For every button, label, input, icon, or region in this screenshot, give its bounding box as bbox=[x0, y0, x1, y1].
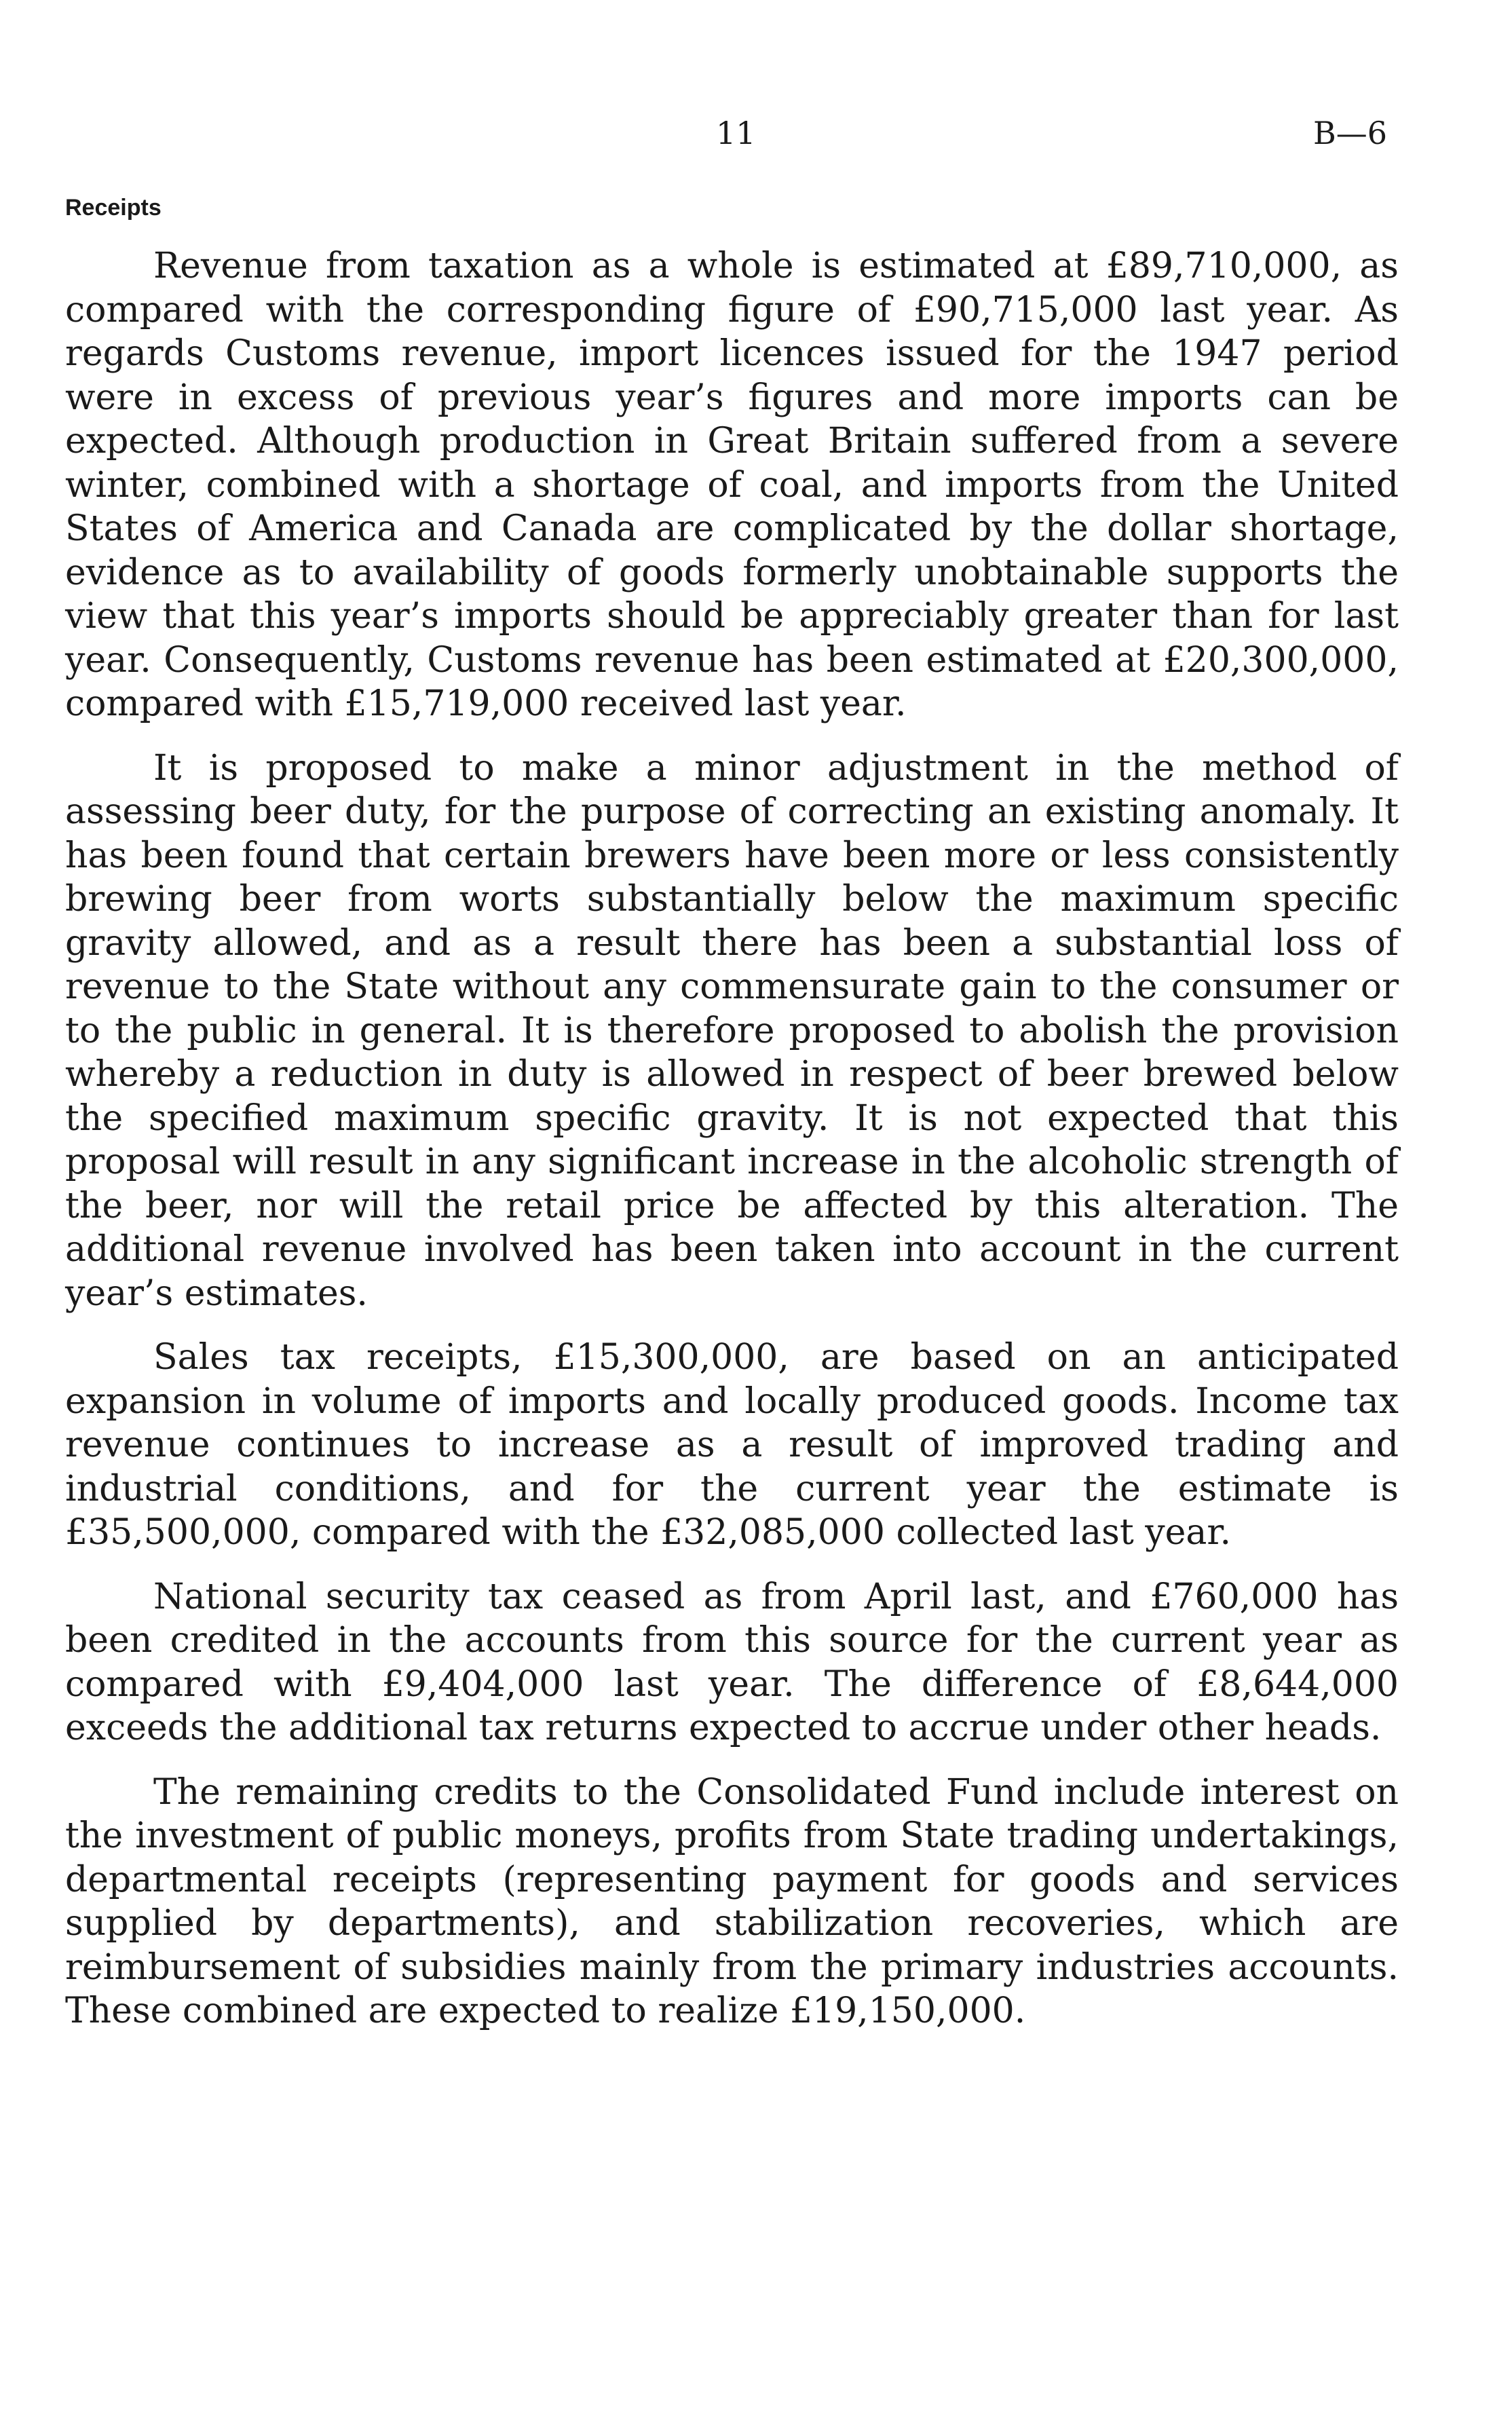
paragraph-national-security-tax: National security tax ceased as from April last, and £760,000 has been credited in the accounts from this source for the current year as compared with £9,404,000 last year. The difference of £8,644,000 exceeds the additional tax returns expected to accrue under other heads. bbox=[65, 1576, 1399, 1748]
page-code: B—6 bbox=[1313, 115, 1388, 151]
paragraph-sales-income-tax: Sales tax receipts, £15,300,000, are based on an anticipated expansion in volume of imports and locally produced goods. Income tax revenue continues to increase as a result of improved trading and industrial conditions, and for the current year the estimate is £35,500,000, compared with the £32,085,000 collected last year. bbox=[65, 1337, 1399, 1553]
paragraph-consolidated-fund: The remaining credits to the Consolidated Fund include interest on the investment of public moneys, profits from State trading undertakings, departmental receipts (representing payment for goods and services supplied by departments), and stabilization recoveries, which are reimbursement of subsidies mainly from the primary industries accounts. These combined are expected to realize £19,150,000. bbox=[65, 1771, 1399, 2031]
section-heading: Receipts bbox=[65, 195, 162, 221]
body-text bbox=[65, 244, 1399, 2054]
page-number: 11 bbox=[716, 115, 756, 151]
paragraph-beer-duty: It is proposed to make a minor adjustment in the method of assessing beer duty, for the purpose of correcting an existing anomaly. It has been found that certain brewers have been more or less consistently brewing beer from worts substantially below the maximum specific gravity allowed, and as a result there has been a substantial loss of revenue to the State without any commensurate gain to the consumer or to the public in general. It is therefore proposed to abolish the provision whereby a reduction in duty is allowed in respect of beer brewed below the specified maximum specific gravity. It is not expected that this proposal will result in any significant increase in the alcoholic strength of the beer, nor will the retail price be affected by this alteration. The additional revenue involved has been taken into account in the current year’s estimates. bbox=[65, 747, 1399, 1314]
paragraph-customs-revenue: Revenue from taxation as a whole is estimated at £89,710,000, as compared with the corresponding figure of £90,715,000 last year. As regards Customs revenue, import licences issued for the 1947 period were in excess of previous year’s figures and more imports can be expected. Although production in Great Britain suffered from a severe winter, combined with a shortage of coal, and imports from the United States of America and Canada are complicated by the dollar shortage, evidence as to availability of goods formerly unobtainable supports the view that this year’s imports should be appreciably greater than for last year. Consequently, Customs revenue has been estimated at £20,300,000, compared with £15,719,000 received last year. bbox=[65, 246, 1399, 724]
